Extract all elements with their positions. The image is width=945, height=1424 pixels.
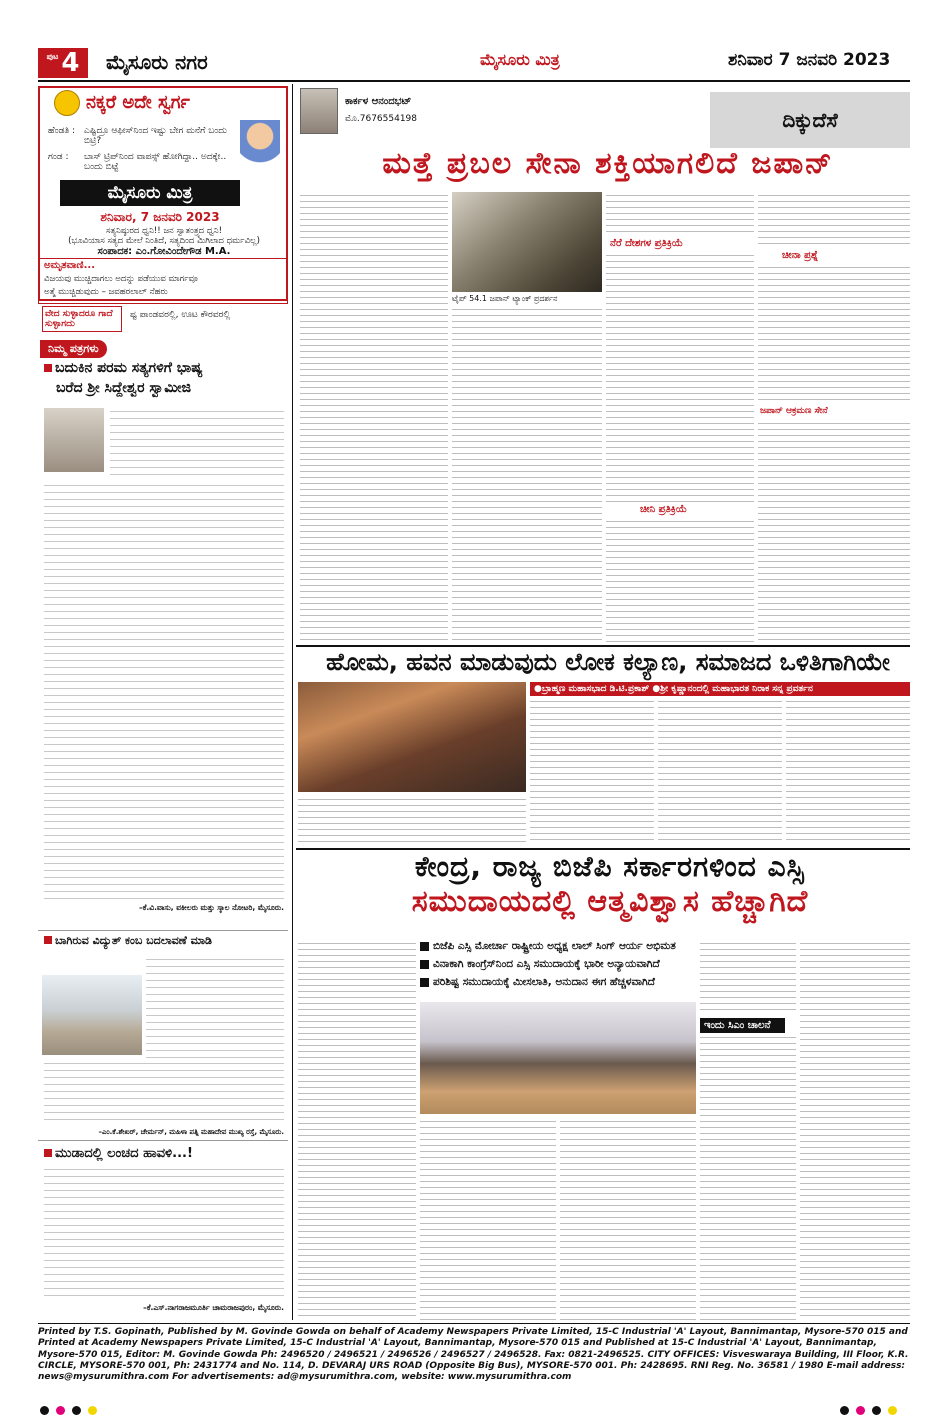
footer-imprint: Printed by T.S. Gopinath, Published by M. Govinde Gowda on behalf of Academy Newspapers Private Limited, 15-C Industrial 'A' Layout, Bannimantap, Mysore-570 015 and Printed at Academy Newspapers Private Limited, 15-C Industrial 'A' Layout, Bannimantap, Mysore-570 015 and Published at 15-C Industrial 'A' Layout, Bannimantap, Mysore-570 015, Editor: M. Govinde Gowda Ph: 2496520 / 2496521 / 2496526 / 2496527 / 2496528. Fax: 0821-2496525. CITY OFFICES: Visveswaraya Building, III Floor, K.R. CIRCLE, MYSORE-570 001, Ph: 2431774 and No. 114, D. DEVARAJ URS ROAD (Opposite Big Bus), MYSORE-570 001. Ph: 2428695. RNI Reg. No. 36581 / 1980 E-mail address: news@mysurumithra.com For advertisements: ad@mysurumithra.com, website: www.mysurumithra.com xyxy=(38,1327,909,1382)
section-title: ಮೈಸೂರು ನಗರ xyxy=(106,50,208,74)
gadi-box: ವೇದ ಸುಳ್ಳಾದರೂ ಗಾದೆ ಸುಳ್ಳಾಗದು xyxy=(42,306,122,332)
bullet-square-icon xyxy=(44,936,52,944)
registration-dot xyxy=(872,1406,881,1415)
article2-col1-text xyxy=(530,698,654,844)
article2-headline: ಹೋಮ, ಹವನ ಮಾಡುವುದು ಲೋಕ ಕಲ್ಯಾಣ, ಸಮಾಜದ ಒಳಿತಿಗಾಗಿಯೇ xyxy=(326,648,890,676)
registration-dot xyxy=(856,1406,865,1415)
article1-subhead-4: ಚೀನಾ ಪ್ರಶ್ನೆ xyxy=(782,250,819,261)
article3-headline xyxy=(300,850,920,938)
header-rule xyxy=(38,80,910,82)
article3-bullet-2: ವಿನಾಕಾಗಿ ಕಾಂಗ್ರೆಸ್‌ನಿಂದ ಎಸ್ಸಿ ಸಮುದಾಯಕ್ಕೆ ಭಾರೀ ಅನ್ಯಾಯವಾಗಿದೆ xyxy=(420,958,696,971)
letter1-headline-a: ಬದುಕಿನ ಪರಮ ಸತ್ಯಗಳಿಗೆ ಭಾಷ್ಯ xyxy=(44,360,284,376)
nakkare-line-1: ಎಷ್ಟಿದ್ರೂ ಆಫೀಸ್‌ನಿಂದ ಇಷ್ಟು ಬೇಗ ಮನೆಗೆ ಬಂದು ಬಿಟ್ರಿ? xyxy=(84,126,227,146)
amrutha-title: ಅಮೃತವಾಣಿ... xyxy=(44,260,95,271)
registration-dot xyxy=(88,1406,97,1415)
letter2-body-text-2 xyxy=(44,1060,284,1126)
divider xyxy=(38,1140,288,1141)
article1-col1-text xyxy=(300,192,448,642)
letter1-body-text-2 xyxy=(44,482,284,902)
swamiji-photo xyxy=(44,408,104,472)
column-title: ದಿಕ್ಕುದೆಸೆ xyxy=(710,92,910,148)
letter2-body-text xyxy=(146,956,284,1058)
gadi-text: ಷ್ಟ ಪಾಂಡವರಲ್ಲಿ, ಊಟ ಕೌರವರಲ್ಲಿ xyxy=(130,310,231,320)
nakkare-label-2: ಗಂಡ : xyxy=(48,152,69,162)
registration-dot xyxy=(40,1406,49,1415)
registration-dot xyxy=(888,1406,897,1415)
bullet-square-icon xyxy=(44,364,52,372)
article1-col3-text xyxy=(606,192,754,236)
article3-bullet-1: ಬಿಜೆಪಿ ಎಸ್ಸಿ ಮೋರ್ಚಾ ರಾಷ್ಟ್ರೀಯ ಅಧ್ಯಕ್ಷ ಲಾಲ್ ಸಿಂಗ್ ಆರ್ಯ ಅಭಿಮತ xyxy=(420,940,696,953)
article1-headline: ಮತ್ತೆ ಪ್ರಬಲ ಸೇನಾ ಶಕ್ತಿಯಾಗಲಿದೆ ಜಪಾನ್ xyxy=(382,146,834,181)
article3-col4-text xyxy=(700,940,796,1014)
article2-col2-text xyxy=(658,698,782,844)
nakkare-line-2: ಬಾಸ್ ಟ್ರಿಪ್‌ನಿಂದ ವಾಪಸ್ಸ್ ಹೋಗಿದ್ದಾ.. ಅದಕ್ಕೇ.. ಬಂದು ಬಿಟ್ಟೆ xyxy=(84,152,227,172)
page-number: ಪುಟ 4 xyxy=(38,48,88,78)
article1-col4-text-3 xyxy=(758,420,910,642)
registration-dot xyxy=(840,1406,849,1415)
article2-col0-text xyxy=(298,796,526,844)
article1-subhead-1: ನೆರೆ ದೇಶಗಳ ಪ್ರತಿಕ್ರಿಯೆ xyxy=(610,238,684,249)
article1-subhead-2: ಚೀನಿ ಪ್ರತಿಕ್ರಿಯೆ xyxy=(640,504,688,515)
article2-col3-text xyxy=(786,698,910,844)
column-divider xyxy=(292,84,293,1320)
article3-bullet-3: ಪರಿಶಿಷ್ಟ ಸಮುದಾಯಕ್ಕೆ ಮೀಸಲಾತಿ, ಅನುದಾನ ಈಗ ಹೆಚ್ಚಳವಾಗಿದೆ xyxy=(420,976,696,989)
registration-dot xyxy=(56,1406,65,1415)
header-date: ಶನಿವಾರ 7 ಜನವರಿ 2023 xyxy=(728,50,891,70)
bullet-square-icon xyxy=(420,960,429,969)
bullet-square-icon xyxy=(420,978,429,987)
article1-col2-text xyxy=(452,306,602,642)
nakkare-title: ನಕ್ಕರೆ ಅದೇ ಸ್ವರ್ಗ xyxy=(86,92,190,113)
article3-col1-text xyxy=(298,940,416,1320)
cartoon-figure xyxy=(240,120,280,174)
bullet-square-icon xyxy=(420,942,429,951)
masthead-logo: ಮೈಸೂರು ಮಿತ್ರ xyxy=(60,180,240,206)
bullet-square-icon xyxy=(44,1149,52,1157)
article2-strip: ●ಬ್ರಾಹ್ಮಣ ಮಹಾಸಭಾದ ಡಿ.ಟಿ.ಪ್ರಕಾಶ್ ●ಶ್ರೀ ಕೃಷ್ಣಾನಂದಲ್ಲಿ ಮಹಾಭಾರತ ನಿರಾಕ ಸನ್ನ ಪ್ರವರ್ತನ xyxy=(530,682,910,696)
masthead-date: ಶನಿವಾರ, 7 ಜನವರಿ 2023 xyxy=(100,210,220,224)
press-meet-photo xyxy=(420,1002,696,1114)
letter2-signature: –ಎಂ.ಕೆ.ಶೇಖರ್, ಚೇರ್ಮನ್, ಮಹಿಳಾ ಪತ್ನಿ ಮಹಾದೇವ ಮುಖ್ಯ ರಸ್ತೆ, ಮೈಸೂರು. xyxy=(98,1128,284,1136)
article1-col3-text-3 xyxy=(606,518,754,642)
nakkare-label-1: ಹೆಂಡತಿ : xyxy=(48,126,75,136)
amrutha-line-2: ಅತ್ಮೆ ಮುಚ್ಚಿಡುವುದು – ಜವಹರಲಾಲ್ ನೆಹರು xyxy=(44,287,168,297)
homa-event-photo xyxy=(298,682,526,792)
letter1-headline-b: ಬರೆದ ಶ್ರೀ ಸಿದ್ದೇಶ್ವರ ಸ್ವಾಮೀಜಿ xyxy=(56,380,192,396)
article3-bullets xyxy=(420,940,696,994)
author-photo xyxy=(300,88,338,134)
smiley-icon xyxy=(54,90,80,116)
article3-col5-text xyxy=(800,940,910,1320)
author-phone: ಮೊ.7676554198 xyxy=(345,114,418,124)
article1-subhead-3: ಜಪಾನ್ ಆಕ್ರಮಣ ಸೇನೆ xyxy=(760,406,828,416)
masthead-tag-1: ಸತ್ಯನಿಷ್ಠುರದ ಧ್ವನಿ!! ಜನ ಸ್ವಾತಂತ್ರ್ಯದ ಧ್ವನಿ! xyxy=(105,226,222,236)
article1-col3-text-2 xyxy=(606,252,754,502)
divider xyxy=(38,930,288,931)
article3-headline-line2: ಸಮುದಾಯದಲ್ಲಿ ಆತ್ಮವಿಶ್ವಾಸ ಹೆಚ್ಚಾಗಿದೆ xyxy=(411,884,809,919)
article3-col4-text-2 xyxy=(700,1034,796,1320)
amrutha-line-1: ವಿಜಯವು ಮುಚ್ಚಿದಾಗಲು ಅದನ್ನು ಪಡೆಯುವ ಮಾರ್ಗವೂ xyxy=(44,274,198,284)
registration-dot xyxy=(72,1406,81,1415)
article3-col3-text xyxy=(560,1118,696,1320)
masthead-tag-2: (ಭೂವಿಯಾಸ ಸತ್ಯದ ಮೇಲೆ ನಿಂತಿದೆ, ಸತ್ಯದಿಂದ ಮಿಗಿಲಾದ ಧರ್ಮವಿಲ್ಲ) xyxy=(68,236,260,246)
electric-pole-photo xyxy=(42,975,142,1055)
tank-photo xyxy=(452,192,602,292)
article3-col2-text xyxy=(420,1118,556,1320)
letter1-signature: –ಕೆ.ವಿ.ವಾಸು, ವಕೀಲರು ಮತ್ತು ಸ್ಕಾಲ ನೋಟರಿ, ಮೈಸೂರು. xyxy=(138,903,284,912)
tank-caption: ಟೈಪ್ 54.1 ಜಪಾನ್ ಟ್ಯಾಂಕ್ ಪ್ರದರ್ಶನ xyxy=(452,294,558,303)
article3-headline-line1: ಕೇಂದ್ರ, ರಾಜ್ಯ ಬಿಜೆಪಿ ಸರ್ಕಾರಗಳಿಂದ ಎಸ್ಸಿ xyxy=(414,850,806,883)
letter3-headline: ಮುಡಾದಲ್ಲಿ ಲಂಚದ ಹಾವಳಿ...! xyxy=(44,1146,284,1161)
letters-label: ನಿಮ್ಮ ಪತ್ರಗಳು xyxy=(40,340,107,358)
article1-col4-text-2 xyxy=(758,264,910,404)
letter2-headline: ಬಾಗಿರುವ ವಿದ್ಯುತ್ ಕಂಬ ಬದಲಾವಣೆ ಮಾಡಿ xyxy=(44,934,284,948)
letter3-signature: –ಕೆ.ಎಸ್.ನಾಗರಾಜಮೂರ್ತಿ ಚಾಮರಾಜಪುರಂ, ಮೈಸೂರು. xyxy=(143,1303,284,1312)
brand-logo: ಮೈಸೂರು ಮಿತ್ರ xyxy=(480,50,560,69)
divider xyxy=(296,645,910,647)
article1-col4-text xyxy=(758,192,910,248)
masthead-editor: ಸಂಪಾದಕ: ಎಂ.ಗೋವಿಂದೇಗೌಡ M.A. xyxy=(97,246,231,257)
letter1-body-text xyxy=(110,408,284,480)
footer-rule xyxy=(38,1323,910,1324)
author-name: ಕಾರ್ಕಳ ಆನಂದಭಟ್ xyxy=(345,96,412,107)
article3-box-label: ಇಂದು ಸಿಎಂ ಚಾಲನೆ xyxy=(700,1018,785,1033)
letter3-body-text xyxy=(44,1166,284,1302)
